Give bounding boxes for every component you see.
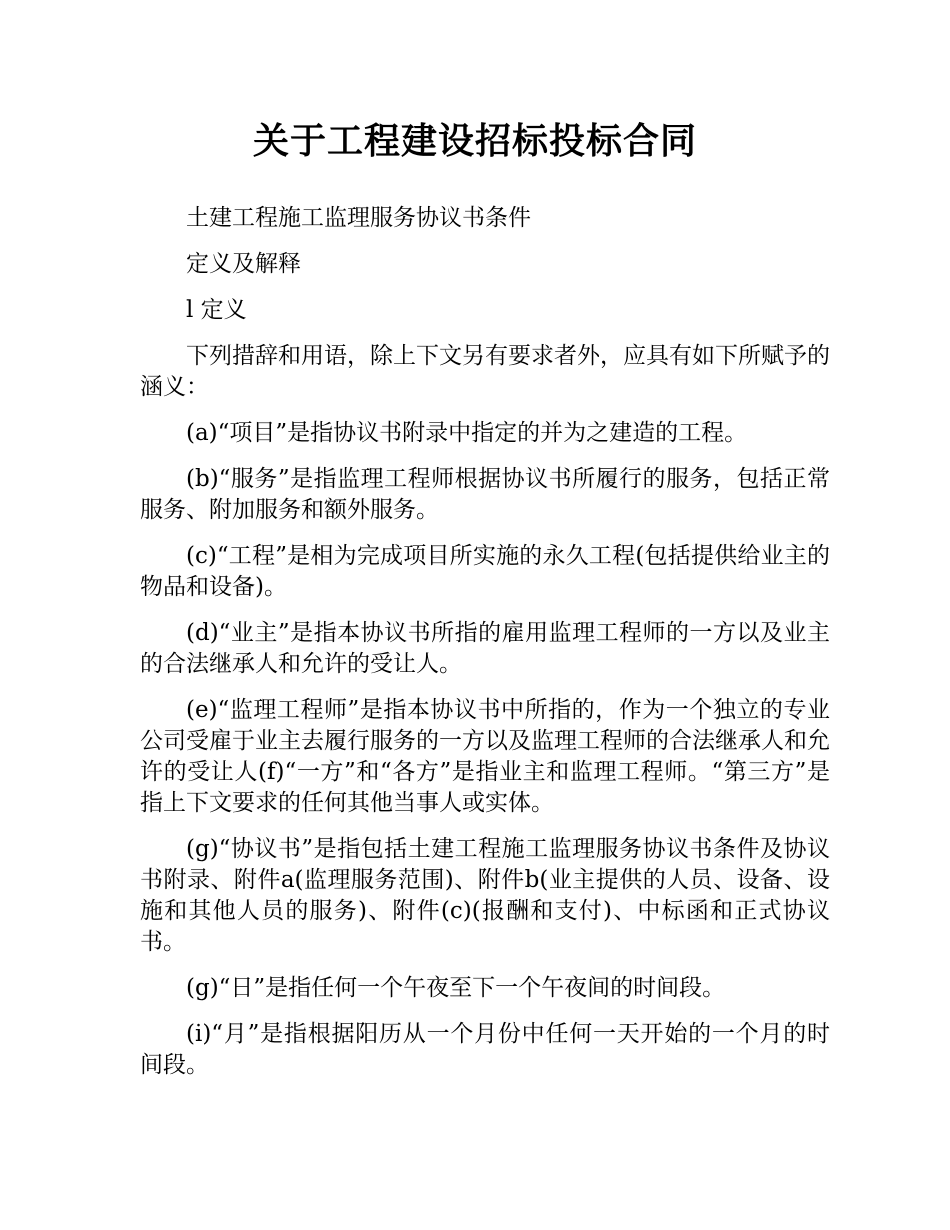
document-title: 关于工程建设招标投标合同 [252,121,697,162]
paragraph-definition-b: (b)“服务”是指监理工程师根据协议书所履行的服务，包括正常服务、附加服务和额外服务。 [140,466,830,523]
paragraph-definitions-heading: 定义及解释 [186,251,301,277]
paragraph-definition-i-month: (i)“月”是指根据阳历从一个月份中任何一天开始的一个月的时间段。 [140,1021,830,1078]
paragraph-heading-conditions: 土建工程施工监理服务协议书条件 [186,205,531,231]
paragraph-definition-e-f: (e)“监理工程师”是指本协议书中所指的，作为一个独立的专业公司受雇于业主去履行服务的一方以及监理工程师的合法继承人和允许的受让人(f)“一方”和“各方”是指业主和监理工程师。“第三方”是指上下文要求的任何其他当事人或实体。 [140,697,830,816]
paragraph-definition-c: (c)“工程”是相为完成项目所实施的永久工程(包括提供给业主的物品和设备)。 [140,543,830,600]
paragraph-definition-g-day: (g)“日”是指任何一个午夜至下一个午夜间的时间段。 [186,975,726,1001]
document-body [140,203,830,1096]
paragraph-section-1-heading: l 定义 [186,297,247,323]
paragraph-definition-g-agreement: (g)“协议书”是指包括土建工程施工监理服务协议书条件及协议书附录、附件a(监理服务范围)、附件b(业主提供的人员、设备、设施和其他人员的服务)、附件(c)(报酬和支付)、中标函和正式协议书。 [140,836,830,955]
paragraph-definition-d: (d)“业主”是指本协议书所指的雇用监理工程师的一方以及业主的合法继承人和允许的受让人。 [140,620,830,677]
paragraph-intro: 下列措辞和用语，除上下文另有要求者外，应具有如下所赋予的涵义： [140,343,830,400]
paragraph-definition-a: (a)“项目”是指协议书附录中指定的并为之建造的工程。 [186,420,748,446]
